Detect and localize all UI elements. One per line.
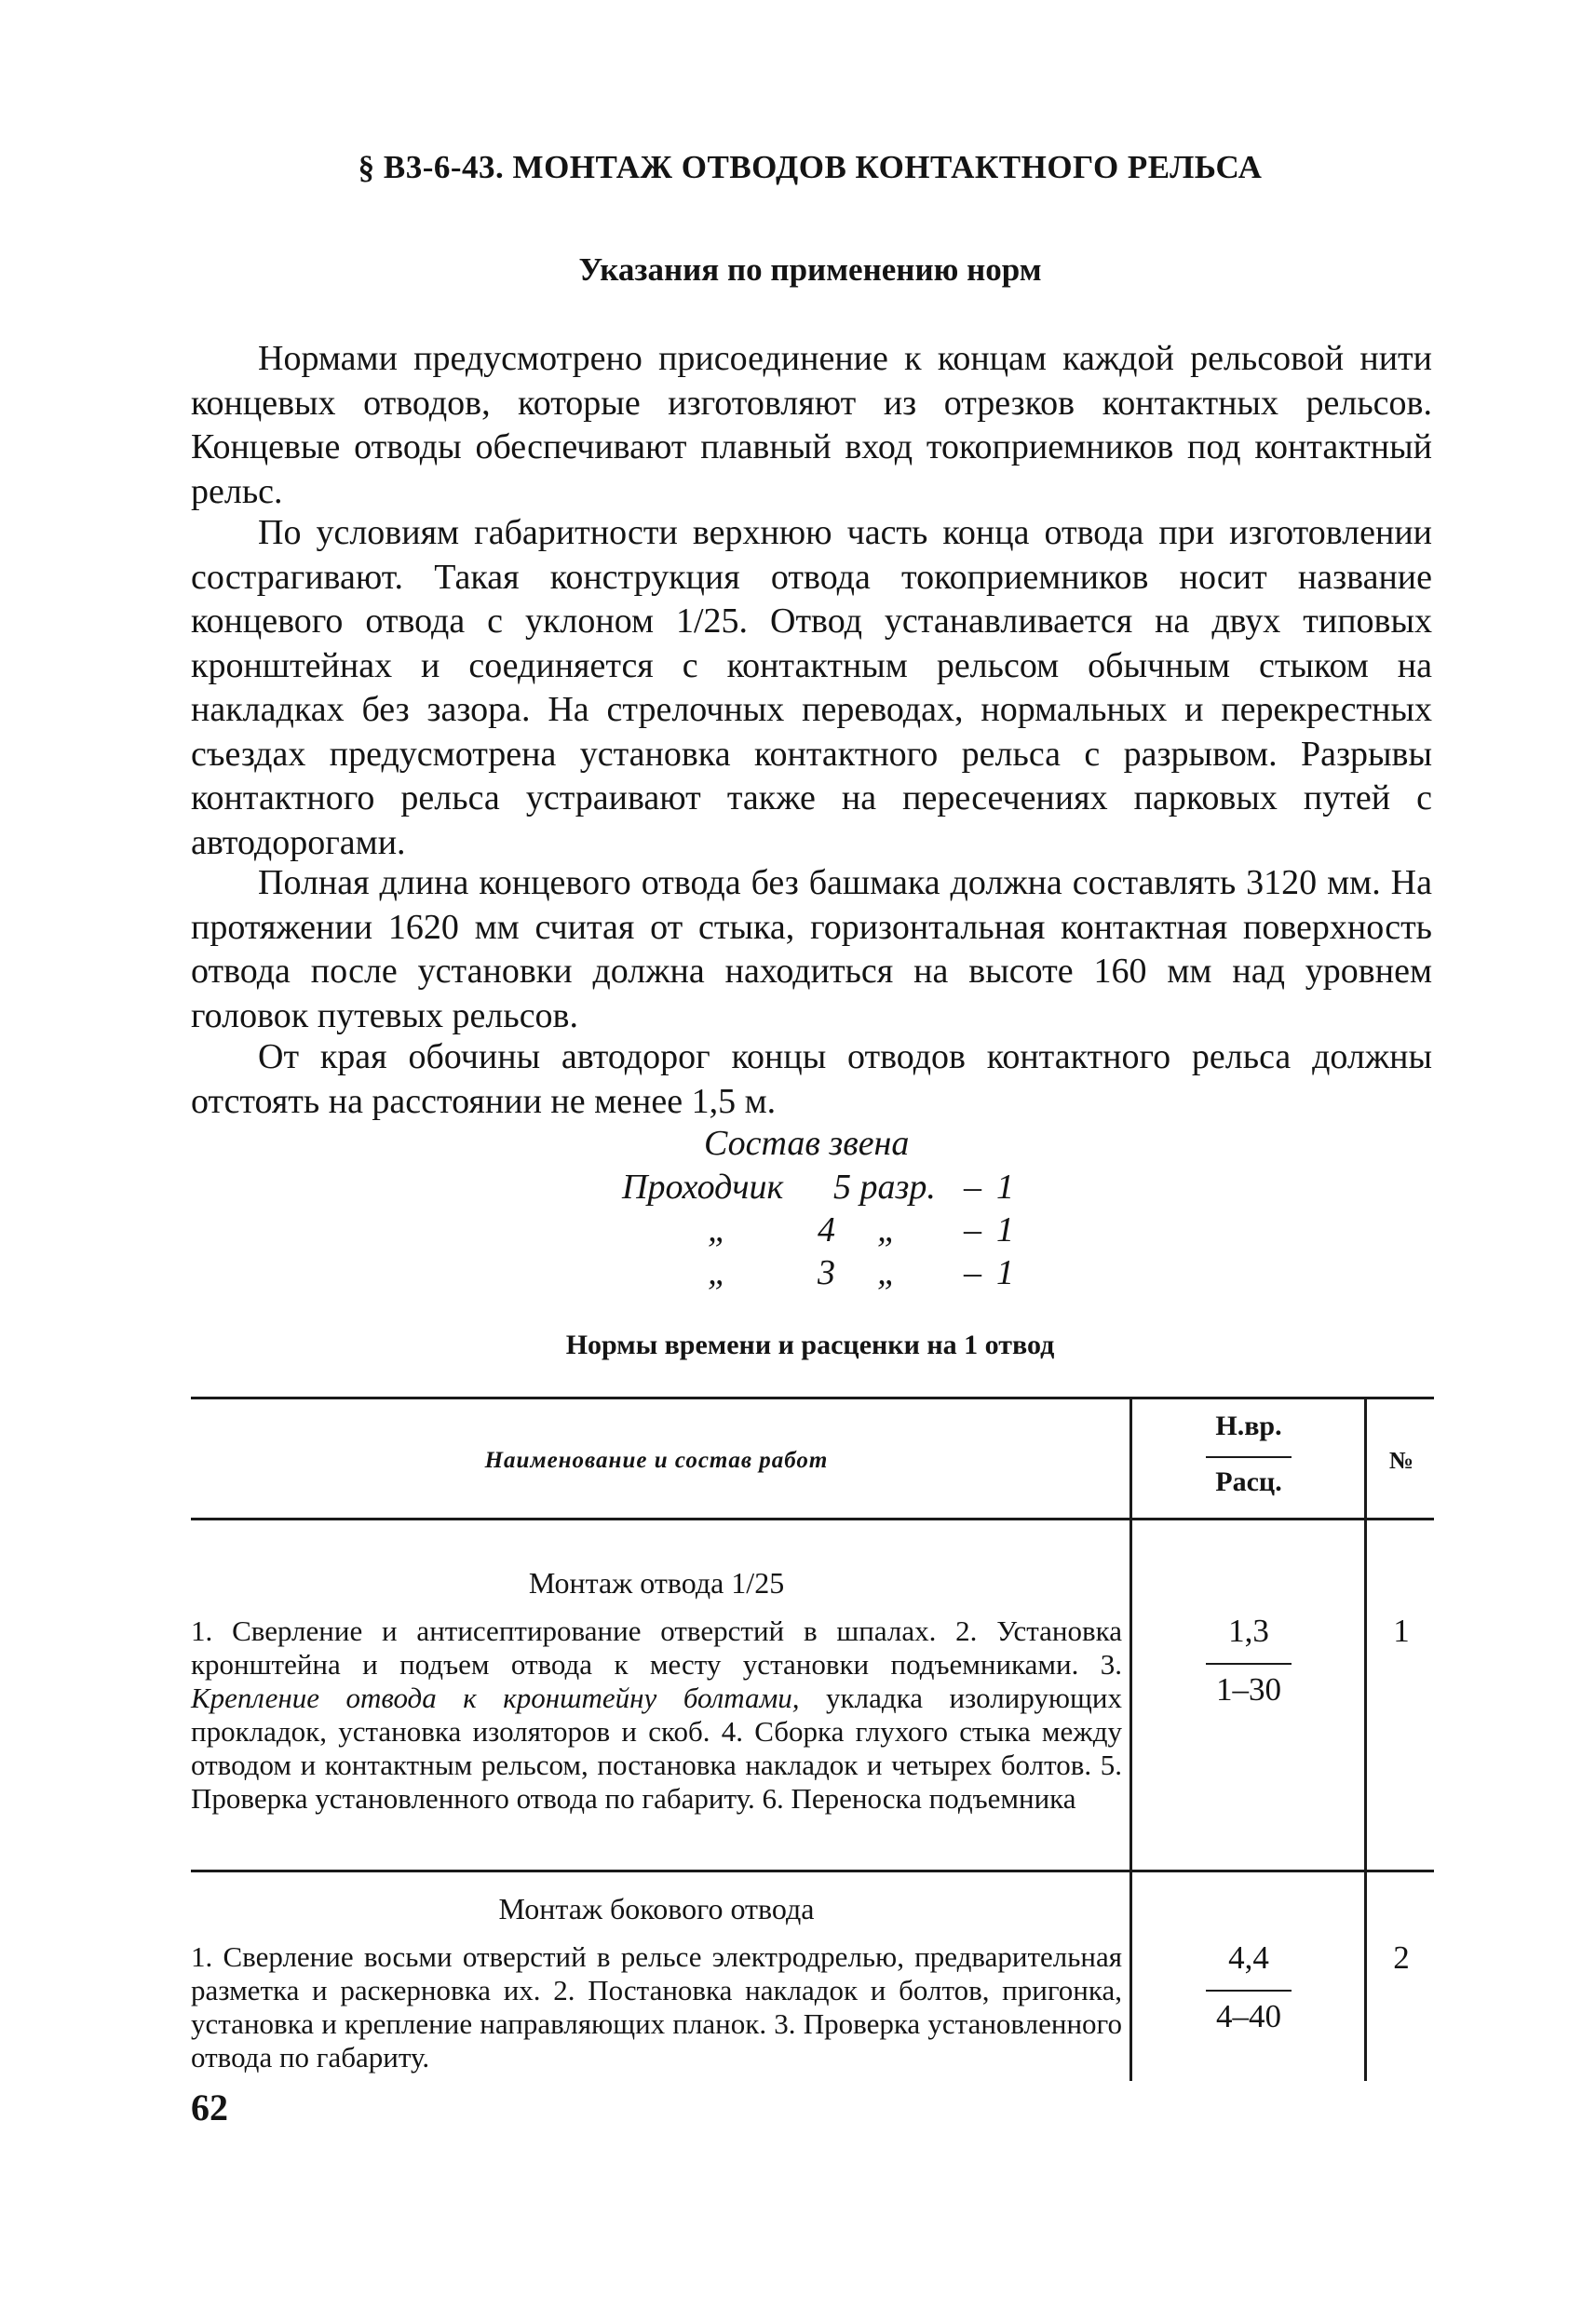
header-work-name: Наименование и состав работ: [484, 1448, 829, 1473]
row-number: 1: [1393, 1613, 1410, 1649]
time-norm-value: 4,4: [1228, 1939, 1269, 1976]
crew-dash: –: [964, 1168, 981, 1207]
page-number: 62: [191, 2087, 228, 2128]
crew-dash: –: [964, 1253, 981, 1292]
crew-ditto-mark: „: [877, 1210, 898, 1250]
table-rule-top: [191, 1397, 1434, 1399]
crew-member: [615, 1166, 1024, 1209]
crew-title: Состав звена: [704, 1124, 910, 1163]
table-column-rule: [1364, 1397, 1367, 2081]
rate-value: 1–30: [1216, 1671, 1281, 1708]
crew-dash: –: [964, 1210, 981, 1250]
paragraph: От края обочины автодорог концы отводов контактного рельса должны отстоять на расстоянии не менее 1,5 м.: [191, 1037, 1432, 1121]
crew-ditto-mark: „: [708, 1210, 728, 1250]
crew-member: [615, 1209, 1024, 1251]
norms-table-heading: Нормы времени и расценки на 1 отвод: [565, 1330, 1055, 1360]
section-heading: § В3-6-43. МОНТАЖ ОТВОДОВ КОНТАКТНОГО РЕЛЬСА: [358, 149, 1263, 185]
crew-grade: 3: [818, 1253, 835, 1292]
row-description: 1. Сверление восьми отверстий в рельсе электродрелью, предварительная разметка и раскерновка их. 2. Постановка накладок и болтов, пригонка, установка и крепление направляющих планок. 3. Проверка установленного отвода по габариту.: [191, 1940, 1122, 2074]
table-rule-header: [191, 1518, 1434, 1520]
usage-instructions-heading: Указания по применению норм: [578, 251, 1042, 288]
time-norm-value: 1,3: [1228, 1613, 1269, 1649]
fraction-bar: [1206, 1663, 1292, 1665]
row-title: Монтаж бокового отвода: [498, 1892, 815, 1925]
crew-ditto-mark: „: [708, 1253, 728, 1292]
paragraph: Полная длина концевого отвода без башмака должна составлять 3120 мм. На протяжении 1620 мм считая от стыка, горизонтальная контактная поверхность отвода после установки должна находиться на высоте 160 мм над уровнем головок путевых рельсов.: [191, 863, 1432, 1035]
header-time-norm: Н.вр.: [1215, 1411, 1282, 1441]
paragraph: По условиям габаритности верхнюю часть конца отвода при изготовлении сострагивают. Такая конструкция отвода токоприемников носит название концевого отвода с уклоном 1/25. Отвод устанавливается на двух типовых кронштейнах и соединяется с контактным рельсом обычным стыком на накладках без зазора. На стрелочных переводах, нормальных и перекрестных съездах предусмотрена установка контактного рельса с разрывом. Разрывы контактного рельса устраивают также на пересечениях парковых путей с автодорогами.: [191, 513, 1432, 862]
paragraph: Нормами предусмотрено присоединение к концам каждой рельсовой нити концевых отводов, которые изготовляют из отрезков контактных рельсов. Концевые отводы обеспечивают плавный вход токоприемников под контактный рельс.: [191, 339, 1432, 511]
row-title: Монтаж отвода 1/25: [528, 1566, 785, 1600]
fraction-bar: [1206, 1456, 1292, 1458]
crew-count: 1: [996, 1210, 1014, 1250]
crew-grade: 5 разр.: [833, 1168, 936, 1207]
crew-grade: 4: [818, 1210, 835, 1250]
row-description: 1. Сверление и антисептирование отверстий в шпалах. 2. Установка кронштейна и подъем отвода к месту установки подъемниками. 3. Крепление отвода к кронштейну болтами, укладка изолирующих прокладок, установка изоляторов и скоб. 4. Сборка глухого стыка между отводом и контактным рельсом, постановка накладок и четырех болтов. 5. Проверка установленного отвода по габариту. 6. Переноска подъемника: [191, 1614, 1122, 1815]
crew-count: 1: [996, 1253, 1014, 1292]
header-number: №: [1388, 1447, 1414, 1474]
rate-value: 4–40: [1216, 1998, 1281, 2034]
crew-member: [615, 1251, 1024, 1294]
crew-role: Проходчик: [622, 1168, 784, 1207]
row-number: 2: [1393, 1939, 1410, 1976]
table-column-rule: [1129, 1397, 1132, 2081]
crew-count: 1: [996, 1168, 1014, 1207]
crew-ditto-mark: „: [877, 1253, 898, 1292]
fraction-bar: [1206, 1990, 1292, 1992]
table-rule-row: [191, 1870, 1434, 1872]
header-rate: Расц.: [1215, 1466, 1282, 1497]
